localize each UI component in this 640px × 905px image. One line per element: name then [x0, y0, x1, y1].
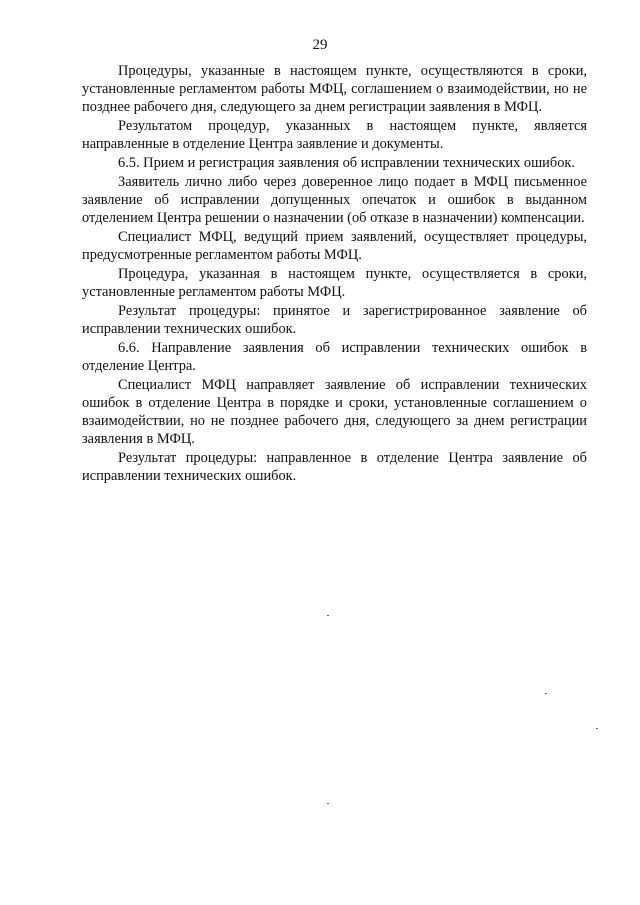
paragraph-applicant-submits: Заявитель лично либо через доверенное лицо подает в МФЦ письменное заявление об исправлении допущенных опечаток и ошибок в выданном отделением Центра решении о назначении (об отказе в назначении) компенсации. [82, 174, 587, 226]
paragraph-specialist-sends: Специалист МФЦ направляет заявление об исправлении технических ошибок в отделение Центра в порядке и сроки, установленные соглашением о взаимодействии, но не позднее рабочего дня, следующего за днем регистрации заявления в МФЦ. [82, 377, 587, 447]
scan-speck [596, 728, 598, 729]
paragraph-procedures-result: Результатом процедур, указанных в настоящем пункте, является направленные в отделение Центра заявление и документы. [82, 118, 587, 152]
paragraph-procedure-deadline: Процедура, указанная в настоящем пункте, осуществляется в сроки, установленные регламентом работы МФЦ. [82, 266, 587, 300]
page-number: 29 [312, 37, 328, 53]
document-body [82, 62, 587, 486]
paragraph-specialist-procedures: Специалист МФЦ, ведущий прием заявлений, осуществляет процедуры, предусмотренные регламентом работы МФЦ. [82, 229, 587, 263]
paragraph-procedures-deadline: Процедуры, указанные в настоящем пункте, осуществляются в сроки, установленные регламентом работы МФЦ, соглашением о взаимодействии, но не позднее рабочего дня, следующего за днем регистрации заявления в МФЦ. [82, 63, 587, 115]
scan-speck [327, 615, 329, 616]
scan-speck [327, 803, 329, 804]
paragraph-procedure-result-sent: Результат процедуры: направленное в отделение Центра заявление об исправлении технических ошибок. [82, 450, 587, 484]
section-heading-6-5: 6.5. Прием и регистрация заявления об исправлении технических ошибок. [118, 155, 575, 171]
paragraph-procedure-result-registered: Результат процедуры: принятое и зарегистрированное заявление об исправлении технических ошибок. [82, 303, 587, 337]
section-heading-6-6: 6.6. Направление заявления об исправлении технических ошибок в отделение Центра. [82, 340, 587, 374]
scan-speck [545, 693, 547, 694]
